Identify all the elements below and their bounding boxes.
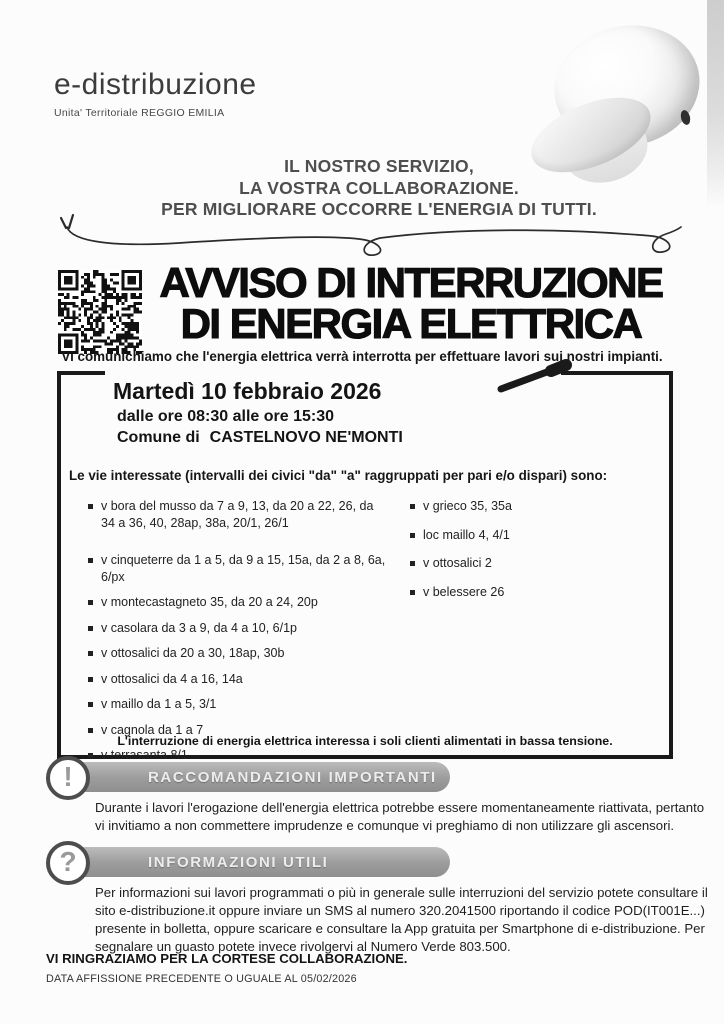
comune-name: CASTELNOVO NE'MONTI: [209, 429, 403, 446]
thanks-text: VI RINGRAZIAMO PER LA CORTESE COLLABORAZIONE.: [46, 951, 408, 966]
warning-section-header: [46, 756, 466, 804]
street-item: v grieco 35, 35a: [410, 498, 660, 515]
warning-body-text: Durante i lavori l'erogazione dell'energia elettrica potrebbe essere momentaneamente riattivata, pertanto vi invitiamo a non commettere imprudenze e comunque vi preghiamo di non utilizzare gli ascensori.: [95, 800, 705, 833]
warning-section-bar: [70, 762, 450, 792]
street-item: v cagnola da 1 a 7: [88, 722, 388, 739]
street-item: v cinqueterre da 1 a 5, da 9 a 15, 15a, da 2 a 8, 6a, 6/px: [88, 552, 388, 585]
marker-pen-icon: [493, 356, 593, 398]
street-item: v ottosalici da 20 a 30, 18ap, 30b: [88, 645, 388, 662]
interruption-comune: [117, 429, 669, 447]
interruption-date: Martedì 10 febbraio 2026: [113, 378, 382, 404]
street-item: v terrasanta 8/1: [88, 747, 388, 764]
street-item: v maillo da 1 a 5, 3/1: [88, 696, 388, 713]
slogan-line-2: LA VOSTRA COLLABORAZIONE.: [239, 177, 519, 198]
slogan: [96, 156, 662, 221]
logo-brand: e-distribuzione: [54, 68, 257, 101]
interruption-box: [57, 371, 673, 762]
streets-left-list: [88, 498, 388, 764]
question-icon: ?: [46, 841, 90, 885]
low-voltage-note: L'interruzione di energia elettrica interessa i soli clienti alimentati in bassa tensione.: [117, 734, 613, 748]
intro-text: Vi comunichiamo che l'energia elettrica verrà interrotta per effettuare lavori sui nostri impianti.: [61, 349, 663, 364]
streets-column-left: [88, 498, 388, 773]
streets-columns: [61, 498, 669, 773]
street-item: v belessere 26: [410, 584, 660, 601]
slogan-line-1: IL NOSTRO SERVIZIO,: [284, 156, 474, 176]
info-body-text: Per informazioni sui lavori programmati o più in generale sulle interruzioni del servizio potete consultare il sito e-distribuzione.it oppure inviare un SMS al numero 320.2041500 riportando il codice POD(IT001E...) presente in bolletta, oppure scaricare e consultare la App gratuita per Smartphone di e-distribuzione. Per segnalare un guasto potete invece rivolgervi al Numero Verde 803.500.: [95, 885, 708, 954]
comune-label: Comune di: [117, 429, 200, 446]
street-item: v casolara da 3 a 9, da 4 a 10, 6/1p: [88, 620, 388, 637]
notice-title-line-1: AVVISO DI INTERRUZIONE: [159, 259, 663, 306]
slogan-line-3: PER MIGLIORARE OCCORRE L'ENERGIA DI TUTTI.: [161, 199, 597, 220]
info-section-header: [46, 841, 466, 889]
street-item: v bora del musso da 7 a 9, 13, da 20 a 22, 26, da 34 a 36, 40, 28ap, 38a, 20/1, 26/1: [88, 498, 388, 531]
street-item: loc maillo 4, 4/1: [410, 527, 660, 544]
notice-title: [138, 259, 684, 348]
info-section-bar: [70, 847, 450, 877]
qr-code: [58, 270, 142, 354]
warning-section-title: RACCOMANDAZIONI IMPORTANTI: [148, 768, 437, 786]
street-item: v montecastagneto 35, da 20 a 24, 20p: [88, 594, 388, 611]
street-item: v ottosalici da 4 a 16, 14a: [88, 671, 388, 688]
interruption-time: dalle ore 08:30 alle ore 15:30: [117, 408, 335, 425]
info-section-title: INFORMAZIONI UTILI: [148, 853, 329, 871]
street-item: v ottosalici 2: [410, 555, 660, 572]
cable-squiggle-icon: [44, 212, 684, 258]
logo-unit: Unita' Territoriale REGGIO EMILIA: [54, 107, 225, 119]
notice-title-line-2: DI ENERGIA ELETTRICA: [180, 300, 642, 348]
streets-right-list: [410, 498, 660, 600]
streets-heading: Le vie interessate (intervalli dei civici "da" "a" raggruppati per pari e/o dispari) sono:: [69, 468, 608, 483]
page-edge-strip: [707, 0, 724, 208]
exclamation-icon: !: [46, 756, 90, 800]
streets-column-right: [410, 498, 660, 773]
logo: [54, 68, 257, 119]
posting-date-text: DATA AFFISSIONE PRECEDENTE O UGUALE AL 05/02/2026: [46, 973, 357, 985]
